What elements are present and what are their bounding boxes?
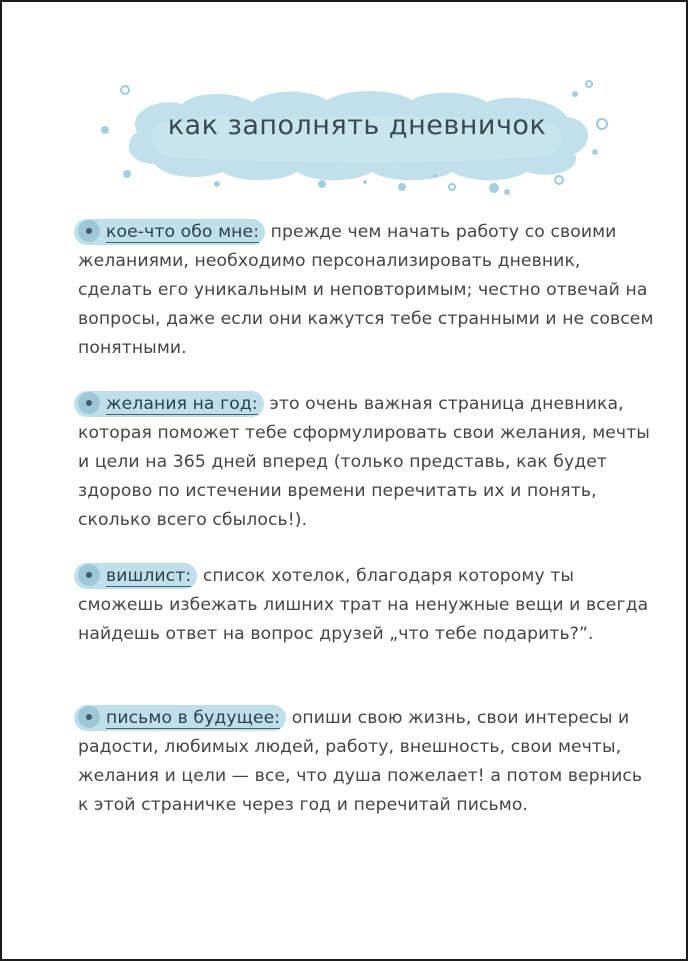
term-highlight (74, 705, 286, 731)
section-text: прежде чем начать работу со своими желаниями, необходимо персонализировать дневник, сделать его уникальным и неповторимым; честно отвечай на вопросы, даже если они кажутся тебе странными и не совсем понятными. (78, 222, 654, 358)
section-about-me (78, 218, 658, 363)
term-highlight (74, 563, 197, 589)
bullet-icon (78, 706, 100, 728)
section-year-wishes (78, 390, 658, 535)
section-text: опиши свою жизнь, свои интересы и радости, любимых людей, работу, внешность, свои мечты, желания и цели — все, что душа пожелает! а потом вернись к этой страничке через год и перечитай письмо. (78, 708, 643, 815)
section-letter-to-future (78, 704, 658, 820)
section-term: письмо в будущее: (106, 708, 281, 728)
term-highlight (74, 391, 264, 417)
bullet-icon (78, 564, 100, 586)
title-banner (97, 72, 617, 202)
bullet-icon (78, 392, 100, 414)
section-term: кое-что обо мне: (106, 222, 260, 242)
section-term: желания на год: (106, 394, 258, 414)
bullet-icon (78, 220, 100, 242)
section-text: это очень важная страница дневника, которая поможет тебе сформулировать свои желания, мечты и цели на 365 дней вперед (только представь, как будет здорово по истечении времени перечитать их и понять, сколько всего сбылось!). (78, 394, 650, 530)
section-term: вишлист: (106, 566, 192, 586)
section-text: список хотелок, благодаря которому ты сможешь избежать лишних трат на ненужные вещи и всегда найдешь ответ на вопрос друзей „что тебе подарить?”. (78, 566, 649, 644)
section-wishlist (78, 562, 658, 649)
term-highlight (74, 219, 265, 245)
page-title: как заполнять дневничок (167, 110, 547, 141)
